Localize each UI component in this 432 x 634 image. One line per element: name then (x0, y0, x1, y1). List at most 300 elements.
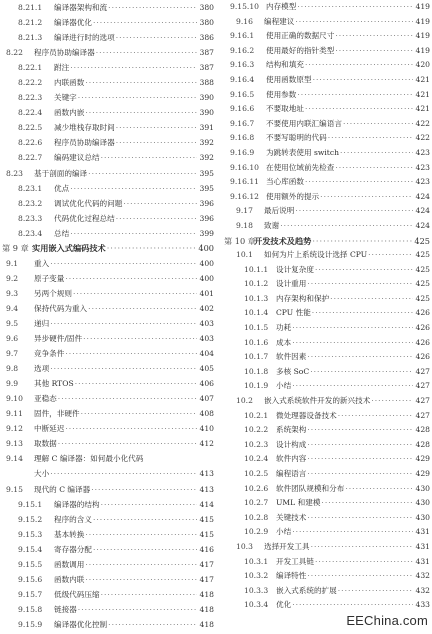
toc-entry-title: 多核 SoC (276, 366, 310, 376)
dot-leader (307, 511, 413, 526)
toc-page-number: 380 (199, 3, 214, 12)
toc-entry-number: 10.3 (236, 541, 253, 551)
toc-entry-title: 使用额外的提示 (266, 191, 320, 201)
toc-page-number: 402 (199, 303, 214, 313)
toc-entry-number: 10.2.7 (244, 498, 269, 508)
dot-leader (292, 598, 413, 613)
toc-page-number: 400 (199, 273, 214, 283)
toc-entry-title: 内存模型 (266, 2, 297, 11)
toc-entry (224, 263, 430, 278)
toc-entry-number: 8.23.1 (18, 183, 43, 193)
toc-entry (2, 286, 214, 301)
toc-page-number: 426 (415, 323, 430, 333)
toc-entry-title: 优化 (276, 600, 292, 610)
toc-entry-title: 函数内联 (54, 574, 85, 584)
toc-entry (224, 555, 430, 570)
toc-page-number: 415 (199, 514, 214, 524)
toc-entry-number: 9.15.5 (18, 559, 43, 569)
toc-entry-title: 程序员协助编译器 (34, 48, 95, 58)
dot-leader (101, 497, 197, 512)
dot-leader (75, 376, 197, 391)
toc-entry-number: 8.22 (6, 48, 23, 58)
dot-leader (85, 527, 197, 542)
toc-entry-title: 当心库函数 (266, 177, 304, 187)
dot-leader (50, 316, 197, 331)
dot-leader (58, 391, 197, 406)
toc-entry-title: 寄存器分配 (54, 544, 92, 554)
toc-entry-title: 嵌入式系统的扩展 (276, 585, 337, 595)
toc-entry (224, 131, 430, 146)
toc-entry (224, 161, 430, 176)
toc-page-number: 403 (199, 334, 214, 344)
dot-leader (108, 0, 197, 15)
toc-entry-number: 9.1 (6, 258, 19, 268)
toc-entry-title: 选择开发工具 (264, 541, 310, 551)
toc-entry-number: 10.2.1 (244, 410, 269, 420)
toc-page-number: 412 (199, 439, 214, 449)
toc-entry (2, 90, 214, 105)
dot-leader (93, 542, 197, 557)
toc-entry-title: 不要取地址 (266, 104, 304, 114)
toc-entry-title: 选项 (34, 364, 50, 374)
dot-leader (292, 336, 413, 351)
toc-page-number: 432 (415, 571, 430, 581)
toc-page-number: 431 (415, 541, 430, 551)
dot-leader (85, 75, 197, 90)
dot-leader (101, 587, 197, 602)
toc-page-number: 427 (415, 366, 430, 376)
toc-page-number: 425 (415, 293, 430, 303)
toc-entry (224, 452, 430, 467)
dot-leader (328, 131, 413, 146)
toc-entry-number: 8.22.6 (18, 138, 43, 148)
toc-page-number: 395 (199, 183, 214, 193)
toc-page-number: 407 (199, 394, 214, 404)
toc-entry-title: 跗注 (54, 63, 70, 73)
dot-leader (73, 286, 197, 301)
toc-page-number: 432 (415, 585, 430, 595)
toc-page-number: 396 (199, 198, 214, 208)
toc-entry-number: 9.16.1 (230, 31, 255, 41)
toc-entry-title: 编码建议总结 (54, 153, 100, 163)
toc-page-number: 396 (199, 213, 214, 223)
dot-leader (93, 15, 197, 30)
toc-entry-number: 10.3.4 (244, 600, 269, 610)
toc-entry-number: 8.22.5 (18, 123, 43, 133)
toc-entry (224, 394, 430, 409)
toc-entry (2, 135, 214, 150)
toc-entry-title: 功耗 (276, 323, 292, 333)
toc-entry-number: 10.2.6 (244, 483, 269, 493)
toc-entry-title: 实用嵌入式编码技术 (32, 242, 106, 253)
dot-leader (338, 584, 413, 599)
toc-page-number: 419 (415, 16, 430, 26)
dot-leader (315, 263, 413, 278)
toc-page-number: 426 (415, 337, 430, 347)
toc-entry-title: 关键字 (54, 93, 77, 103)
toc-entry (224, 598, 430, 613)
toc-entry-number: 9.16.3 (230, 60, 255, 70)
dot-leader (305, 102, 413, 117)
toc-entry (224, 15, 430, 30)
toc-entry-title: 亚稳态 (34, 394, 57, 404)
toc-entry (2, 271, 214, 286)
toc-entry (224, 467, 430, 482)
toc-entry-title: 编译器架构和流 (54, 3, 108, 12)
dot-leader (295, 204, 413, 219)
toc-entry-title: 嵌入式系统软件开发的新兴技术 (264, 396, 371, 406)
toc-page-number: 410 (199, 424, 214, 434)
dot-leader (70, 226, 197, 241)
toc-entry-title: 其他 RTOS (34, 379, 74, 389)
toc-page-number: 425 (415, 250, 430, 260)
toc-entry-number: 8.22.7 (18, 153, 43, 163)
toc-entry (224, 29, 430, 44)
toc-entry (224, 292, 430, 307)
toc-entry (2, 45, 214, 60)
toc-page-number: 388 (199, 78, 214, 88)
toc-page-number: 430 (415, 498, 430, 508)
toc-entry (2, 301, 214, 316)
toc-entry-title: 软件内容 (276, 454, 307, 464)
toc-entry (2, 331, 214, 346)
toc-entry-number: 8.22.4 (18, 108, 43, 118)
dot-leader (85, 557, 197, 572)
toc-entry-title: 结构和填充 (266, 60, 304, 70)
toc-entry-title: 编程建议 (264, 16, 295, 26)
toc-page-number: 406 (199, 379, 214, 389)
toc-entry-title: 如何为片上系统设计选择 CPU (264, 250, 368, 260)
dot-leader (313, 73, 413, 88)
dot-leader (297, 0, 413, 15)
toc-entry-title: 现代的 C 编译器 (34, 484, 91, 494)
toc-entry-number: 9.8 (6, 364, 19, 374)
toc-page-number: 403 (199, 318, 214, 328)
toc-entry (2, 120, 214, 135)
toc-entry-number: 10.1.5 (244, 323, 269, 333)
toc-page-number: 425 (414, 235, 430, 246)
toc-entry-number: 10.2.9 (244, 527, 269, 537)
dot-leader (88, 166, 197, 181)
toc-entry (2, 587, 214, 602)
toc-page-number: 401 (199, 288, 214, 298)
toc-entry-title: 在使用位域前先检查 (266, 162, 335, 172)
toc-entry-title: 设计复杂度 (276, 264, 314, 274)
toc-entry-number: 9.16.6 (230, 104, 255, 114)
toc-page-number: 421 (415, 104, 430, 114)
toc-entry-title: 异步硬件/固件 (34, 334, 83, 344)
dot-leader (297, 88, 413, 103)
toc-entry-title: 理解 C 编译器：如何最小化代码 (34, 454, 144, 464)
toc-page-number: 419 (415, 2, 430, 11)
dot-leader (338, 409, 413, 424)
toc-entry-title: 函数内嵌 (54, 108, 85, 118)
toc-entry-title: 重入 (34, 258, 50, 268)
toc-page-number: 413 (199, 484, 214, 494)
eechina-watermark: EEChina.com (346, 613, 428, 628)
toc-entry (2, 75, 214, 90)
toc-entry-title: 编译器优化控制 (54, 619, 108, 629)
dot-leader (335, 29, 413, 44)
dot-leader (108, 617, 197, 632)
toc-entry-number: 9.15.10 (230, 2, 259, 11)
toc-page-number: 423 (415, 177, 430, 187)
toc-entry-number: 8.23 (6, 168, 23, 178)
toc-entry (224, 0, 430, 15)
toc-entry (2, 376, 214, 391)
toc-entry-number: 10.1.9 (244, 381, 269, 391)
toc-entry-title: 编程语言 (276, 469, 307, 478)
toc-page-number: 424 (415, 220, 430, 230)
dot-leader (116, 120, 197, 135)
toc-entry (2, 617, 214, 632)
dot-leader (96, 45, 197, 60)
toc-page-number: 380 (199, 18, 214, 28)
toc-entry-number: 9.15 (6, 484, 23, 494)
toc-entry-title: 为跳转表使用 switch (266, 147, 339, 157)
dot-leader (307, 438, 413, 453)
toc-entry (2, 316, 214, 331)
toc-entry-number: 8.23.4 (18, 228, 43, 238)
toc-entry-number: 9.15.7 (18, 589, 43, 599)
toc-entry-number: 10.1.8 (244, 366, 269, 376)
toc-entry (2, 226, 214, 241)
toc-entry-number: 9.15.3 (18, 529, 43, 539)
toc-page-number: 426 (415, 352, 430, 362)
toc-entry-number: 10.1.7 (244, 352, 269, 362)
toc-entry (2, 436, 214, 451)
dot-leader (50, 256, 197, 271)
toc-entry-number: 9.15.2 (18, 514, 43, 524)
toc-page-number: 390 (199, 93, 214, 103)
toc-entry (224, 496, 430, 511)
toc-chapter-heading (224, 234, 430, 249)
toc-entry-title: 内联函数 (54, 78, 85, 88)
dot-leader (307, 277, 413, 292)
toc-entry-title: 使用正确的数据尺寸 (266, 31, 335, 41)
toc-entry-number: 10.3.3 (244, 585, 269, 595)
toc-entry-number: 8.23.3 (18, 213, 43, 223)
toc-entry-number: 9.6 (6, 334, 19, 344)
toc-entry (224, 438, 430, 453)
toc-left-column (2, 0, 214, 632)
toc-page-number: 395 (199, 168, 214, 178)
toc-page-number: 428 (415, 425, 430, 435)
dot-leader (307, 423, 413, 438)
toc-entry-title: 程序的含义 (54, 514, 92, 524)
toc-entry (224, 365, 430, 380)
toc-entry (2, 482, 214, 497)
dot-leader (116, 211, 197, 226)
toc-entry (2, 572, 214, 587)
toc-page-number: 421 (415, 74, 430, 84)
toc-entry-number: 8.21.3 (18, 33, 43, 43)
dot-leader (70, 60, 197, 75)
toc-entry-title: 另两个规则 (34, 288, 72, 298)
dot-leader (315, 555, 413, 570)
toc-entry (2, 105, 214, 120)
toc-entry (2, 451, 214, 466)
toc-entry-number: 9.15.9 (18, 619, 43, 629)
dot-leader (85, 572, 197, 587)
toc-entry-title: 基于剖面的编译 (34, 168, 88, 178)
dot-leader (50, 361, 197, 376)
toc-page-number: 423 (415, 147, 430, 157)
toc-page-number: 431 (415, 556, 430, 566)
toc-entry-title: 调试优化代码的问题 (54, 198, 123, 208)
toc-entry (2, 542, 214, 557)
dot-leader (312, 234, 413, 249)
dot-leader (70, 181, 197, 196)
dot-leader (65, 346, 197, 361)
dot-leader (307, 452, 413, 467)
toc-entry-title: 函数调用 (54, 559, 85, 569)
toc-entry (224, 102, 430, 117)
toc-entry (2, 0, 214, 15)
toc-entry-number: 9.16.11 (230, 177, 259, 187)
dot-leader (81, 406, 197, 421)
toc-page-number: 430 (415, 483, 430, 493)
toc-entry-number: 10.2 (236, 396, 253, 406)
toc-entry (224, 584, 430, 599)
toc-entry-number: 8.22.1 (18, 63, 43, 73)
toc-entry (2, 406, 214, 421)
toc-entry-number: 9.12 (6, 424, 23, 434)
toc-page-number: 404 (199, 349, 214, 359)
dot-leader (78, 602, 197, 617)
toc-entry-number: 9.2 (6, 273, 19, 283)
toc-entry-title: 编译进行时的选项 (54, 33, 115, 43)
toc-right-column (224, 0, 430, 613)
toc-entry-number: 9.18 (236, 220, 253, 230)
toc-entry-number: 9.7 (6, 349, 19, 359)
toc-entry-number: 8.22.2 (18, 78, 43, 88)
toc-entry-title: 系统架构 (276, 425, 307, 435)
dot-leader (307, 467, 413, 482)
toc-page-number: 422 (415, 118, 430, 128)
toc-entry-number: 9.16.8 (230, 133, 255, 143)
toc-page-number: 425 (415, 264, 430, 274)
toc-page-number: 392 (199, 138, 214, 148)
dot-leader (101, 150, 197, 165)
dot-leader (292, 321, 413, 336)
toc-page-number: 400 (199, 258, 214, 268)
toc-page-number: 392 (199, 153, 214, 163)
dot-leader (295, 15, 413, 30)
toc-entry-title: 竞争条件 (34, 349, 65, 359)
toc-entry-title: 小结 (276, 381, 292, 391)
toc-entry-number: 9.16.12 (230, 191, 259, 201)
toc-entry-number: 10.1.3 (244, 293, 269, 303)
dot-leader (65, 271, 197, 286)
toc-entry (2, 557, 214, 572)
dot-leader (78, 90, 197, 105)
toc-entry-title: 减少堆栈存取时间 (54, 123, 115, 133)
toc-entry (224, 511, 430, 526)
toc-page-number: 419 (415, 31, 430, 41)
toc-entry (2, 256, 214, 271)
toc-entry-number: 10.3.1 (244, 556, 269, 566)
toc-entry-number: 9.15.6 (18, 574, 43, 584)
toc-entry (224, 248, 430, 263)
toc-entry-title: 原子变量 (34, 273, 65, 283)
toc-page-number: 427 (415, 381, 430, 391)
toc-entry (224, 409, 430, 424)
toc-entry (224, 379, 430, 394)
toc-entry-title: 链接器 (54, 604, 77, 614)
toc-entry-title: 关键技术 (276, 512, 307, 522)
toc-entry-title: 固件，非硬件 (34, 409, 80, 419)
toc-entry-title: 编译器优化 (54, 18, 92, 28)
toc-entry (224, 190, 430, 205)
toc-entry-number: 9.10 (6, 394, 23, 404)
toc-entry-number: 9.16.9 (230, 147, 255, 157)
toc-entry-title: 软件因素 (276, 352, 307, 362)
toc-page-number: 408 (199, 409, 214, 419)
toc-entry-title: 总结 (54, 228, 70, 238)
toc-page-number: 387 (199, 48, 214, 58)
dot-leader (307, 569, 413, 584)
dot-leader (321, 496, 413, 511)
toc-entry-title: 取数据 (34, 439, 57, 449)
dot-leader (83, 331, 197, 346)
toc-entry-number: 10.1.1 (244, 264, 269, 274)
toc-page-number: 418 (199, 619, 214, 629)
toc-entry (224, 306, 430, 321)
toc-entry (224, 482, 430, 497)
toc-entry-number: 9.14 (6, 454, 23, 464)
toc-page-number: 420 (415, 60, 430, 70)
toc-entry (224, 146, 430, 161)
toc-entry-title: 使用函数原型 (266, 74, 312, 84)
toc-page-number: 427 (415, 396, 430, 406)
dot-leader (116, 30, 197, 45)
toc-entry-number: 8.21.1 (18, 3, 43, 12)
toc-page-number: 424 (415, 206, 430, 216)
toc-entry (224, 540, 430, 555)
toc-page-number: 422 (415, 133, 430, 143)
dot-leader (330, 292, 413, 307)
dot-leader (345, 482, 413, 497)
toc-page-number: 426 (415, 308, 430, 318)
dot-leader (50, 466, 197, 481)
toc-page-number: 416 (199, 544, 214, 554)
toc-entry-title: 内存架构和保护 (276, 293, 330, 303)
toc-entry (2, 15, 214, 30)
dot-leader (292, 379, 413, 394)
toc-page-number: 431 (415, 527, 430, 537)
dot-leader (335, 44, 413, 59)
toc-page-number: 433 (415, 600, 430, 610)
dot-leader (93, 512, 197, 527)
toc-entry-title: 最后说明 (264, 206, 295, 216)
toc-entry (224, 88, 430, 103)
toc-entry (2, 391, 214, 406)
toc-entry (224, 350, 430, 365)
toc-entry-number: 10.1.6 (244, 337, 269, 347)
toc-entry-number: 10.2.5 (244, 469, 269, 478)
toc-entry-number: 10.1 (236, 250, 253, 260)
toc-entry (2, 60, 214, 75)
toc-entry (2, 527, 214, 542)
dot-leader (280, 219, 413, 234)
dot-leader (305, 58, 413, 73)
toc-entry (224, 569, 430, 584)
toc-entry-title: 使用参数 (266, 89, 297, 99)
toc-entry-number: 10.2.2 (244, 425, 269, 435)
toc-page-number: 414 (199, 499, 214, 509)
dot-leader (310, 365, 413, 380)
